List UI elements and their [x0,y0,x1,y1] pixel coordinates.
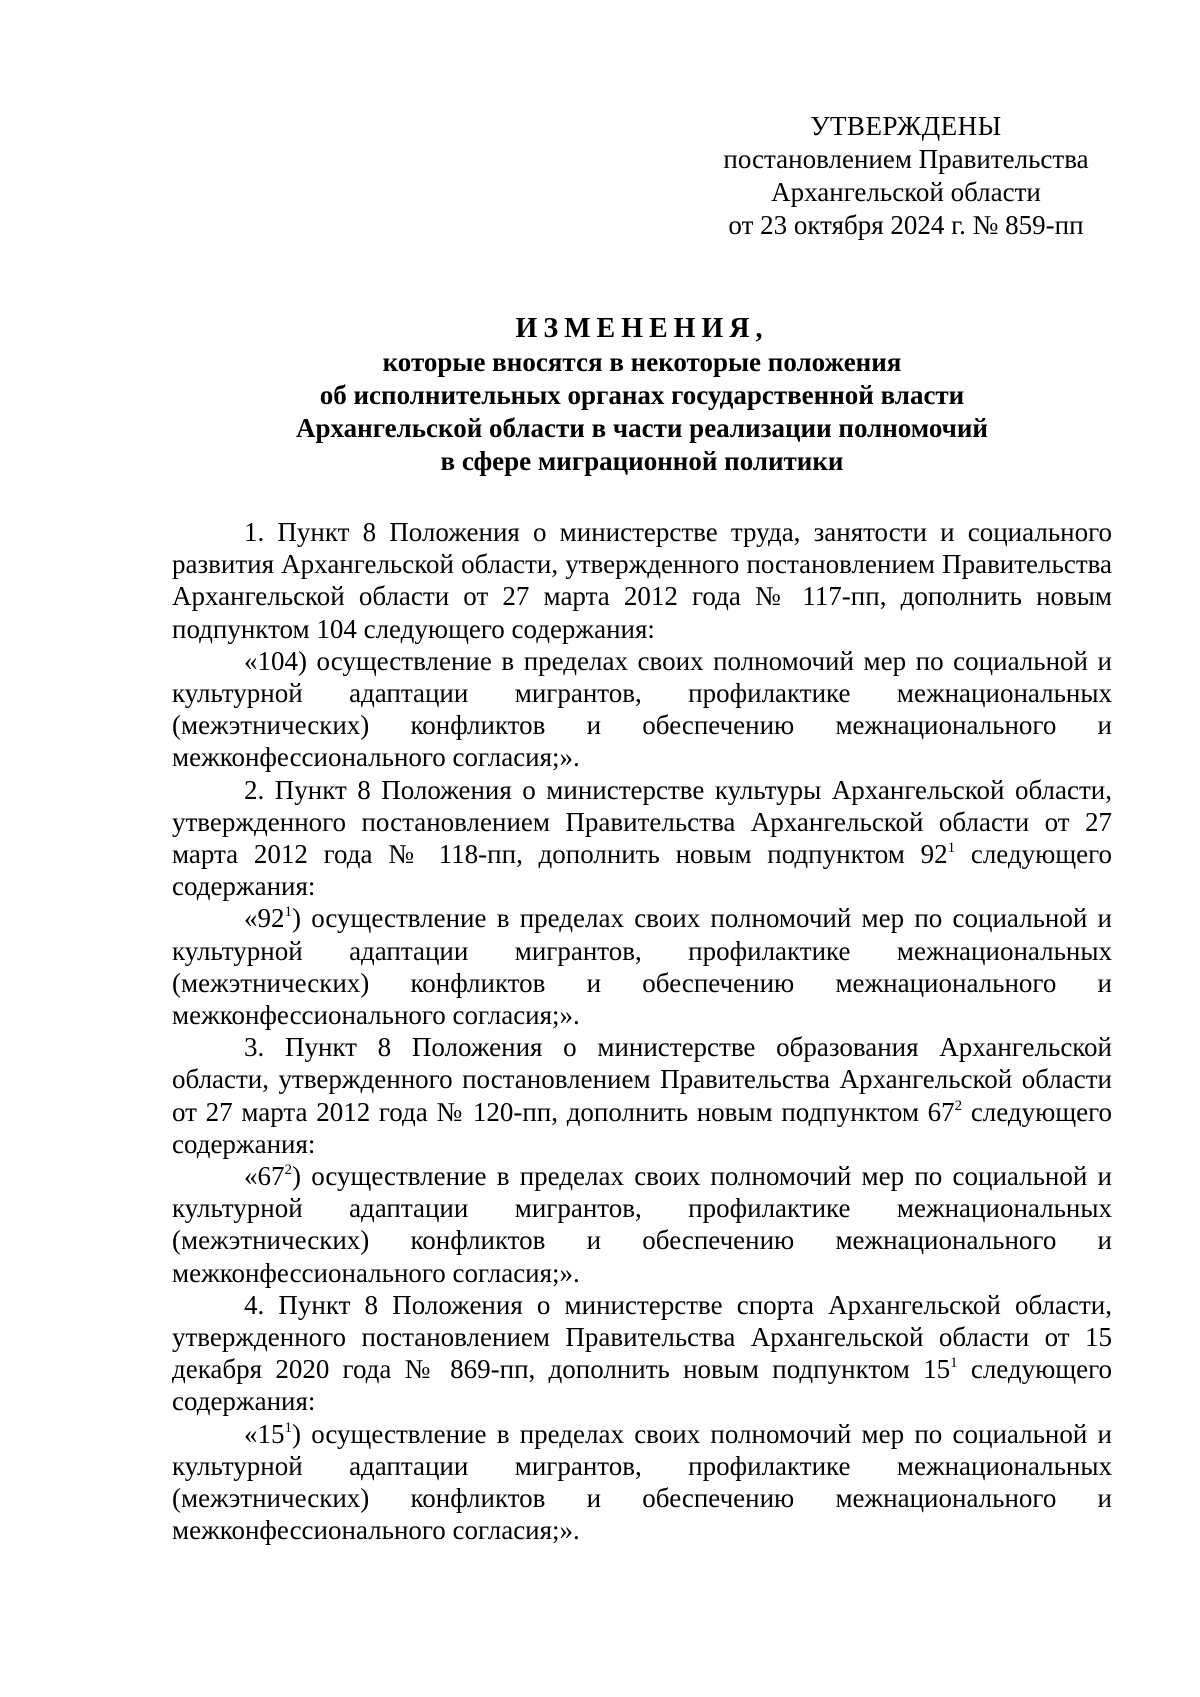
item-2-tail: следующего содержания: [172,839,1112,902]
item-2-quote-number: «92 [244,903,285,934]
item-2-text: 2. Пункт 8 Положения о министерстве культуры Архангельской области, утвержденного постановлением Правительства Архангельской области от 27 марта 2012 года № 118-пп, дополнить новым подпунктом 92 [172,774,1112,870]
item-1-quote [172,645,1112,774]
approval-line-2: Архангельской области [771,177,1041,207]
item-4-quote-sup: 1 [284,1419,292,1436]
item-3-quote [172,1160,1112,1289]
item-1-quote-text: ) осуществление в пределах своих полномочий мер по социальной и культурной адаптации мигрантов, профилактике межнациональных (межэтнических) конфликтов и обеспечению межнационального и межконфессионального согласия;». [172,645,1112,773]
document-title [172,312,1112,478]
item-1-paragraph [172,516,1112,645]
item-2-paragraph [172,774,1112,903]
item-3-sup: 2 [954,1097,963,1114]
title-line-2: об исполнительных органах государственной власти [319,380,965,410]
approval-stamp [706,110,1106,242]
item-4-text: 4. Пункт 8 Положения о министерстве спорта Архангельской области, утвержденного постановлением Правительства Архангельской области от 15 декабря 2020 года № 869-пп, дополнить новым подпунктом 15 [172,1289,1112,1385]
approval-line-3: от 23 октября 2024 г. № 859-пп [728,210,1084,240]
document-body [172,516,1112,1547]
item-2-quote-text: ) осуществление в пределах своих полномочий мер по социальной и культурной адаптации мигрантов, профилактике межнациональных (межэтнических) конфликтов и обеспечению межнационального и межконфессионального согласия;». [172,903,1112,1031]
approval-line-1: постановлением Правительства [723,144,1089,174]
item-4-paragraph [172,1289,1112,1418]
item-4-tail: следующего содержания: [172,1354,1113,1417]
item-1-quote-number: «104 [244,645,298,676]
item-4-quote-text: ) осуществление в пределах своих полномочий мер по социальной и культурной адаптации мигрантов, профилактике межнациональных (межэтнических) конфликтов и обеспечению межнационального и межконфессионального согласия;». [172,1418,1112,1546]
item-2-quote-sup: 1 [284,904,292,921]
item-3-text: 3. Пункт 8 Положения о министерстве образования Архангельской области, утвержденного постановлением Правительства Архангельской области от 27 марта 2012 года № 120-пп, дополнить новым подпунктом 67 [172,1032,1112,1127]
item-3-quote-text: ) осуществление в пределах своих полномочий мер по социальной и культурной адаптации мигрантов, профилактике межнациональных (межэтнических) конфликтов и обеспечению межнационального и межконфессионального согласия;». [172,1161,1112,1288]
title-main: ИЗМЕНЕНИЯ, [515,313,769,344]
item-3-quote-sup: 2 [284,1162,292,1179]
item-3-tail: следующего содержания: [172,1096,1112,1159]
item-2-sup: 1 [947,840,956,857]
title-line-4: в сфере миграционной политики [440,446,844,476]
item-2-quote [172,902,1112,1031]
item-4-sup: 1 [950,1355,958,1372]
item-3-paragraph [172,1031,1112,1160]
item-4-quote-number: «15 [244,1418,285,1449]
title-line-1: которые вносятся в некоторые положения [382,347,902,377]
item-4-quote [172,1418,1112,1547]
item-3-quote-number: «67 [244,1161,285,1192]
approval-heading: УТВЕРЖДЕНЫ [810,111,1002,141]
item-1-text: 1. Пункт 8 Положения о министерстве труда, занятости и социального развития Архангельской области, утвержденного постановлением Правительства Архангельской области от 27 марта 2012 года № 117-пп, дополнить новым подпунктом 104 следующего содержания: [172,517,1112,644]
title-line-3: Архангельской области в части реализации полномочий [296,413,988,443]
